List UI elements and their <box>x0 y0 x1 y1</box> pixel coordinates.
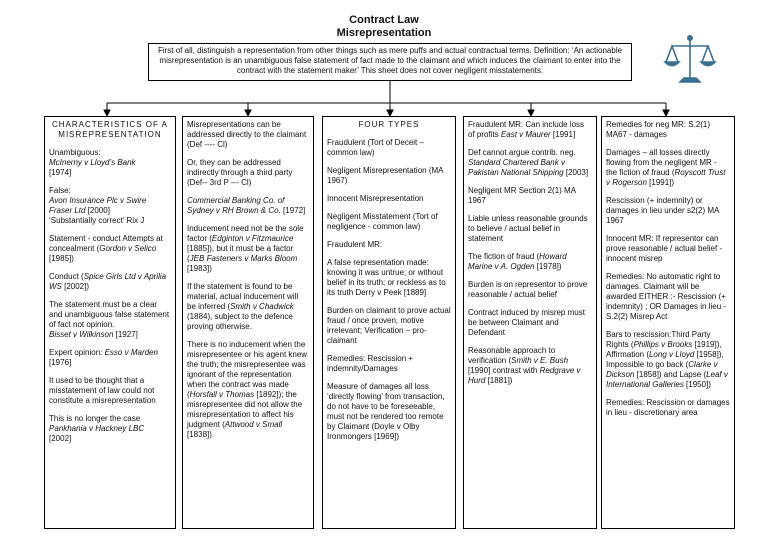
type-innocent: Innocent Misrepresentation <box>327 194 424 203</box>
point-rescission: Rescission (+ indemnity) or damages in lieu under s2(2) MA 1967 <box>606 196 719 225</box>
point-clear-statement: The statement must be a clear and unambiguous false statement of fact not opinion. Bisset v Wilkinson [1927] <box>49 300 170 339</box>
point-verification: Reasonable approach to verification (Smith v E. Bush [1990] contrast with Redgrave v Hurd [1881]) <box>468 346 581 385</box>
type-negligent-misstatement: Negligent Misstatement (Tort of negligence - common law) <box>327 212 438 231</box>
column-fraudulent-negligent <box>463 116 597 529</box>
point-conduct: Conduct (Spice Girls Ltd v Aprilia WS [2002]) <box>49 272 167 291</box>
point-unambiguous: Unambiguous: McInerny v Lloyd’s Bank [1974] <box>49 148 136 177</box>
point-contract-parties: Contract induced by misrep must be between Claimant and Defendant <box>468 308 585 337</box>
point-innocent-mr: Innocent MR: If representor can prove reasonable / actual belief - innocent misrep <box>606 234 723 263</box>
point-remedies-neg: Remedies for neg MR: S.2(1) MA67 - damages <box>606 120 711 139</box>
point-burden-representor: Burden is on representor to prove reasonable / actual belief <box>468 280 588 299</box>
point-material: If the statement is found to be material, actual inducement will be inferred (Smith v Chadwick (1884), subject to the defence proving otherwise. <box>187 282 299 331</box>
column-remedies <box>601 116 735 529</box>
title-line-2: Misrepresentation <box>336 27 432 39</box>
scales-of-justice-icon <box>660 30 720 90</box>
point-burden: Burden on claimant to prove actual fraud / once proven, motive irrelevant; Verification – pro-claimant <box>327 306 451 345</box>
point-sole-factor: Inducement need not be the sole factor (Edginton v Fitzmaurice [1885]), but it must be a factor (JEB Fasteners v Marks Bloom [1983]) <box>187 224 304 273</box>
point-false-representation: A false representation made: knowing it was untrue; or without belief in its truth; or reckless as to its truth Derry v Peek [1889] <box>327 258 446 297</box>
column-header: CHARACTERISTICS OF A MISREPRESENTATION <box>51 120 168 139</box>
point-discretionary: Remedies: Rescission or damages in lieu - discretionary area <box>606 398 730 417</box>
point-remedies: Remedies: Rescission + indemnity/Damages <box>327 354 414 373</box>
point-liable: Liable unless reasonable grounds to believe / actual belief in statement <box>468 214 588 243</box>
point-fiction-fraud: The fiction of fraud (Howard Marine v A. Ogden [1978]) <box>468 252 567 271</box>
point-expert-opinion: Expert opinion: Esso v Marden [1976] <box>49 348 158 367</box>
point-fraudulent-mr: Fraudulent MR: <box>327 240 383 249</box>
point-no-longer: This is no longer the case Pankhania v Hackney LBC [2002] <box>49 414 145 443</box>
point-indirect: Or, they can be addressed indirectly through a third party (Def-- 3rd P --- Cl) <box>187 158 293 187</box>
column-characteristics <box>44 116 176 529</box>
definition-box: First of all, distinguish a representation from other things such as mere puffs and actual contractual terms. Definition: ‘An actionable misrepresentation is an unambiguous false statement of fact made to the claimant and which induces the claimant to enter into the contract with the statement maker’ This sheet does not cover negligent misstatements. <box>148 43 632 81</box>
point-false: False: Avon Insurance Plc v Swire Fraser Ltd [2000] ‘Substantially correct’ Rix J <box>49 186 147 225</box>
point-no-automatic-right: Remedies: No automatic right to damages. Claimant will be awarded EITHER :- Rescission (+ indemnity) ; OR Damages in lieu - S.2(2) Misrep Act <box>606 272 727 321</box>
point-measure-damages: Measure of damages all loss ‘directly flowing’ from transaction, do not have to be foreseeable, must not be rendered too remote by Claimant (Doyle v Olby Ironmongers [1969]) <box>327 382 445 441</box>
point-bars-rescission: Bars to rescission:Third Party Rights (Phillips v Brooks [1919]), Affirmation (Long v Lloyd [1958]), Impossible to go back (Clarke v Dickson [1858]) and Lapse (Leaf v International Galleries [1950]) <box>606 330 728 389</box>
point-no-inducement: There is no inducement when the misrepresentee or his agent knew the truth; the misrepresentee was ignorant of the representation when the contract was made (Horsfall v Thomas [1892]); the misrepresentee did not allow the misrepresentation to affect his judgment (Attwood v Small [1838]). <box>187 340 308 439</box>
point-conduct-concealment: Statement - conduct Attempts at concealment (Gordon v Selico [1985]) <box>49 234 163 263</box>
point-direct: Misrepresentations can be addressed directly to the claimant (Def ---- Cl) <box>187 120 307 149</box>
type-negligent: Negligent Misrepresentation (MA 1967) <box>327 166 444 185</box>
point-damages: Damages – all losses directly flowing from the negligent MR - the fiction of fraud (Royscott Trust v Rogerson [1991]) <box>606 148 726 187</box>
title-line-1: Contract Law <box>349 14 419 26</box>
column-header: FOUR TYPES <box>358 120 420 129</box>
point-commercial-banking: Commercial Banking Co. of Sydney v RH Brown & Co. [1972] <box>187 196 306 215</box>
type-fraudulent: Fraudulent (Tort of Deceit – common law) <box>327 138 424 157</box>
point-negligent-mr: Negligent MR Section 2(1) MA 1967 <box>468 186 576 205</box>
point-misstatement-law: It used to be thought that a misstatement of law could not constitute a misrepresentation <box>49 376 156 405</box>
page-title <box>0 14 768 40</box>
point-loss-of-profits: Fraudulent MR: Can include loss of profits East v Maurer [1991] <box>468 120 585 139</box>
column-inducement <box>182 116 314 529</box>
column-four-types <box>322 116 456 529</box>
point-contrib-neg: Def cannot argue contrib. neg. Standard Chartered Bank v Pakistan National Shipping [2003] <box>468 148 589 177</box>
